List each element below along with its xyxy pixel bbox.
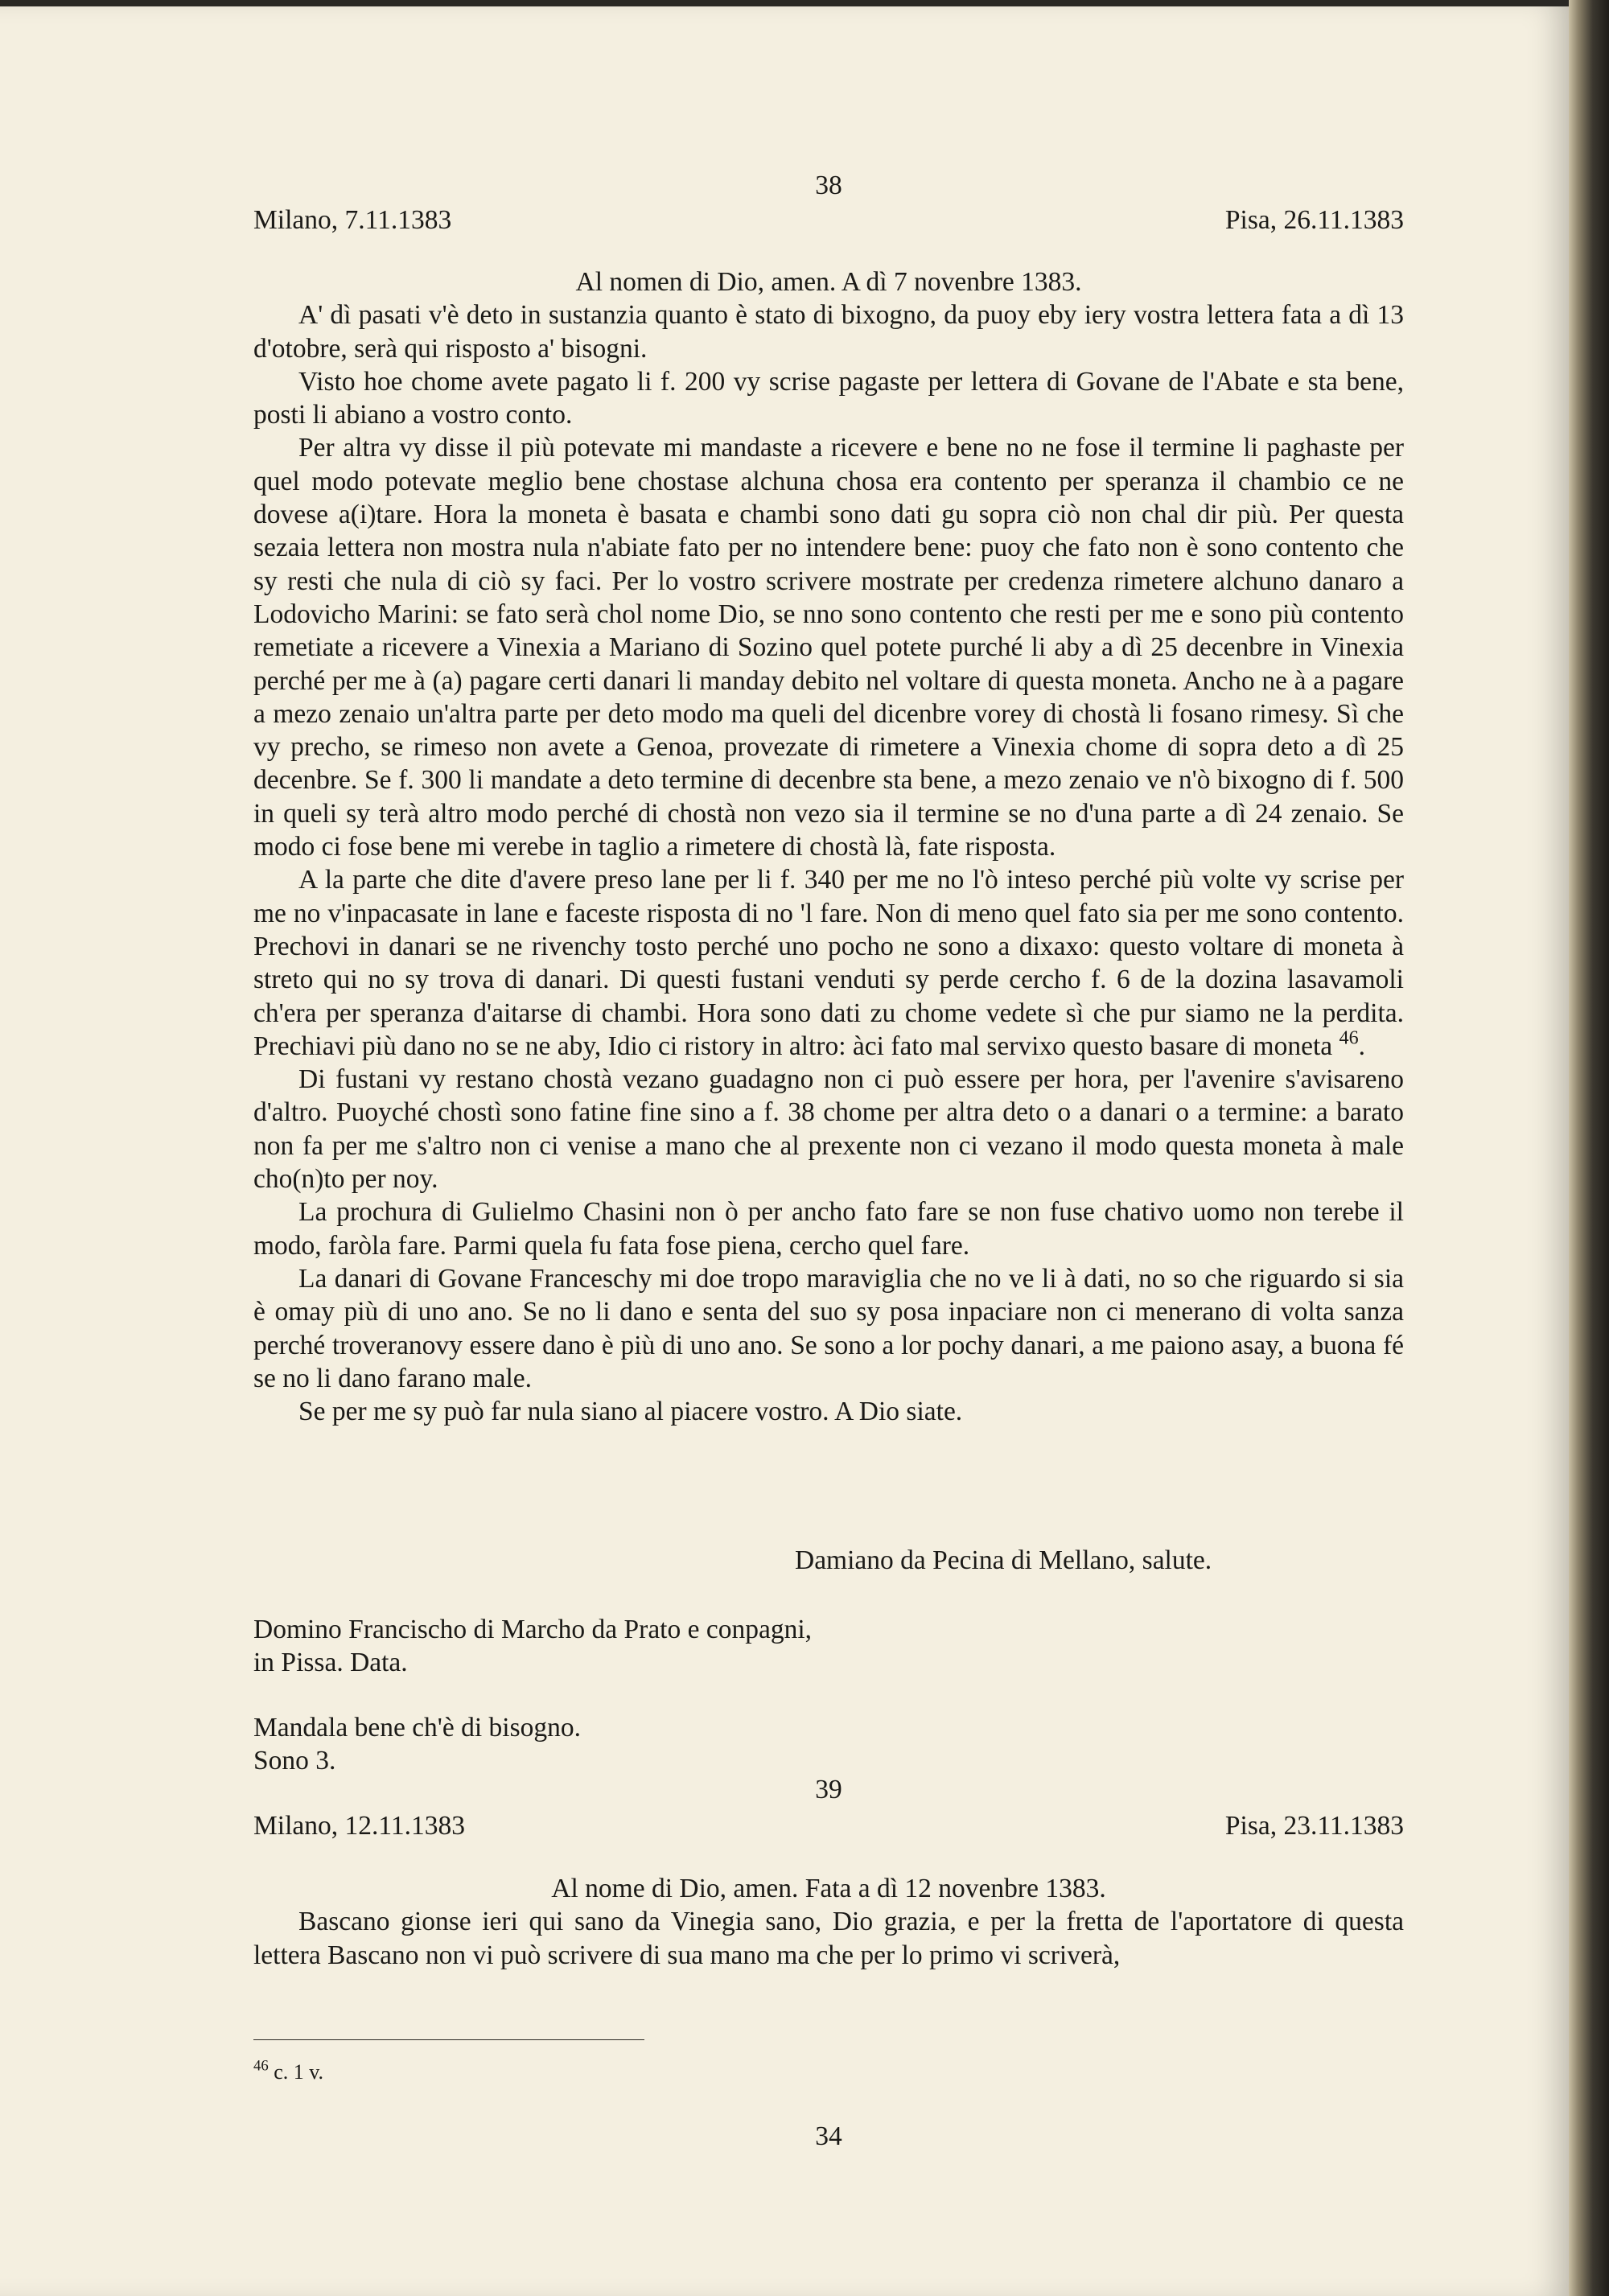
letter-opening: Al nome di Dio, amen. Fata a dì 12 novenbre 1383. [551,1874,1106,1903]
note-line: Sono 3. [253,1746,336,1775]
paragraph: Visto hoe chome avete pagato li f. 200 vy scrise pagaste per lettera di Govane de l'Abate e sta bene, posti li abiano a vostro conto. [253,366,1404,430]
paragraph: Per altra vy disse il più potevate mi mandaste a ricevere e bene no ne fose il termine li paghaste per quel modo potevate meglio bene chostase alchuna chosa era contento per speranza il chambio ce ne dovese a(i)tare. Hora la moneta è basata e chambi sono dati gu sopra ciò non chal dir più. Per questa sezaia lettera non mostra nula n'abiate fato per no intendere bene: puoy che fato non è sono contento che sy resti che nula di ciò sy faci. Per lo vostro scrivere mostrate per credenza rimetere alchuno danaro a Lodovicho Marini: se fato serà chol nome Dio, se nno sono contento che resti per me e sono più contento remetiate a ricevere a Vinexia a Mariano di Sozino quel potete purché li aby a dì 25 decenbre in Vinexia perché per me à (a) pagare certi danari li manday debito nel voltare di questa moneta. Ancho ne à a pagare a mezo zenaio un'altra parte per deto modo ma queli del dicenbre vorey di chostà li fosano rimesy. Sì che vy precho, se rimeso non avete a Genoa, provezate di rimetere a Vinexia chome di sopra deto a dì 25 decenbre. Se f. 300 li mandate a deto termine di decenbre sta bene, a mezo zenaio ve n'ò bixogno di f. 500 in queli sy terà altro modo perché di chostà non vezo sia il termine se no d'una parte a dì 24 zenaio. Se modo ci fose bene mi verebe in taglio a rimetere di chostà là, fate risposta. [253,433,1404,862]
page-binding-edge [1569,0,1609,2296]
paragraph: Bascano gionse ieri qui sano da Vinegia sano, Dio grazia, e per la fretta de l'aportatore di questa lettera Bascano non vi può scrivere di sua mano ma che per lo primo vi scriverà, [253,1907,1404,1970]
letter-destination: Pisa, 23.11.1383 [1224,1811,1404,1841]
letter-opening: Al nomen di Dio, amen. A dì 7 novenbre 1383. [575,267,1082,297]
footnote-text: c. 1 v. [274,2060,324,2084]
letter-number: 39 [815,1775,842,1804]
paragraph-end: . [1358,1031,1366,1061]
paragraph-text: A la parte che dite d'avere preso lane per li f. 340 per me no l'ò inteso perché più volte vy scrise per me no v'inpacasate in lane e faceste risposta di no 'l fare. Non di meno quel fato sia per me sono contento. Prechovi in danari se ne rivenchy tosto perché uno pocho ne sono a dixaxo: questo voltare di moneta à streto qui no sy trova di danari. Di questi fustani venduti sy perde cercho f. 6 de la dozina lasavamoli ch'era per speranza d'aitarse di chambi. Hora sono dati zu chome vedete sì che pur siamo ne la perdita. Prechiavi più dano no se ne aby, Idio ci ristory in altro: àci fato mal servixo questo basare di moneta [253,865,1404,1061]
page-number: 34 [815,2121,842,2151]
letter-body [253,1872,1404,1972]
address-line: in Pissa. Data. [253,1648,408,1677]
address-line: Domino Francischo di Marcho da Prato e conpagni, [253,1615,813,1644]
paragraph: La prochura di Gulielmo Chasini non ò per ancho fato fare se non fuse chativo uomo non terebe il modo, faròla fare. Parmi quela fu fata fose piena, cercho quel fare. [253,1197,1404,1261]
letter-origin: Milano, 7.11.1383 [253,205,452,235]
footnote-reference[interactable]: 46 [1339,1027,1359,1049]
signature: Damiano da Pecina di Mellano, salute. [795,1545,1212,1575]
note-line: Mandala bene ch'è di bisogno. [253,1713,581,1743]
letter-destination: Pisa, 26.11.1383 [1224,205,1404,235]
paragraph: A' dì pasati v'è deto in sustanzia quanto è stato di bixogno, da puoy eby iery vostra lettera fata a dì 13 d'otobre, serà qui risposto a' bisogni. [253,300,1404,364]
paragraph-with-footnote [253,863,1404,1063]
footnote-separator [253,2039,644,2040]
letter-body [253,265,1404,1428]
paragraph: Di fustani vy restano chostà vezano guadagno non ci può essere per hora, per l'avenire s'avisareno d'altro. Puoyché chostì sono fatine fine sino a f. 38 chome per altra deto o a danari o a termine: a barato non fa per me s'altro non ci venise a mano che al prexente non ci vezano il modo questa moneta à male cho(n)to per noy. [253,1064,1404,1195]
paragraph: Se per me sy può far nula siano al piacere vostro. A Dio siate. [298,1397,963,1427]
letter-origin: Milano, 12.11.1383 [253,1811,466,1841]
letter-number: 38 [815,171,842,200]
footnote-marker: 46 [253,2057,269,2075]
paragraph: La danari di Govane Franceschy mi doe tropo maraviglia che no ve li à dati, no so che riguardo si sia è omay più di uno ano. Se no li dano e senta del suo sy posa inpaciare non ci menerano di volta sanza perché troveranovy essere dano è più di uno ano. Se sono a lor pochy danari, a me paiono asay, a buona fé se no li dano farano male. [253,1263,1404,1393]
footnote [253,2059,323,2085]
